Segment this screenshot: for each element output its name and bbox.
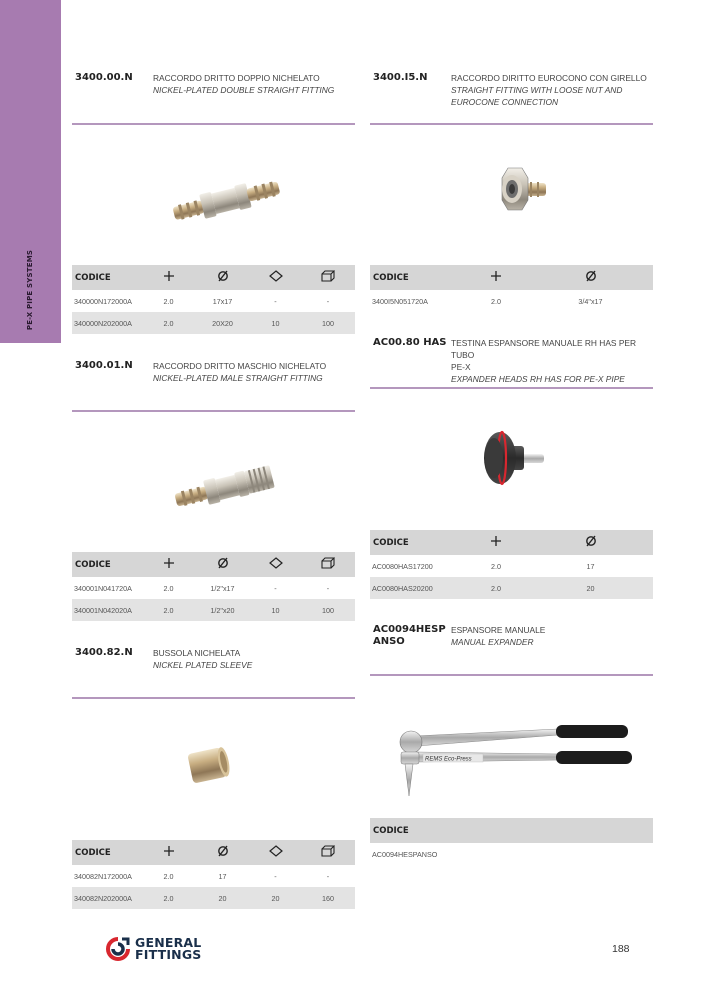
spec-table-340000	[72, 265, 355, 334]
spec-table-3400i5	[370, 265, 653, 312]
product-code: 3400.01.N	[75, 360, 133, 371]
general-fittings-logo	[105, 936, 202, 962]
eurocone-fitting-image	[490, 162, 554, 218]
pressure-icon	[464, 265, 528, 290]
pressure-value: 2.0	[464, 577, 528, 599]
article-code: 340082N202000A	[72, 887, 142, 909]
pack-icon	[250, 265, 301, 290]
tool-brand-label: REMS Eco-Press	[425, 756, 472, 763]
pressure-value: 2.0	[163, 583, 174, 593]
pressure-value: 2.0	[491, 561, 501, 571]
codice-header: CODICE	[370, 530, 464, 555]
description-it: RACCORDO DRITTO DOPPIO NICHELATO	[153, 73, 320, 83]
box-value: 100	[301, 312, 355, 334]
logo-text	[135, 937, 202, 961]
description-en: NICKEL-PLATED MALE STRAIGHT FITTING	[153, 373, 323, 383]
section-divider	[72, 123, 355, 125]
product-code: AC00.80 HAS	[373, 337, 447, 348]
page-number: 188	[612, 943, 630, 955]
description-en: EUROCONE CONNECTION	[451, 97, 559, 107]
box-value: -	[326, 871, 330, 881]
diameter-value: 17	[218, 871, 227, 881]
description-en: MANUAL EXPANDER	[451, 637, 534, 647]
codice-header: CODICE	[370, 818, 653, 843]
description-it: BUSSOLA NICHELATA	[153, 648, 241, 658]
product-header-ac0094	[373, 624, 545, 648]
box-icon	[301, 552, 355, 577]
logo-mark-icon	[105, 936, 131, 962]
codice-header: CODICE	[370, 265, 464, 290]
codice-header: CODICE	[72, 552, 142, 577]
table-row	[72, 290, 355, 312]
product-description	[451, 72, 647, 108]
section-divider	[72, 697, 355, 699]
pack-value: -	[274, 871, 277, 881]
diameter-value: 1/2"x20	[195, 599, 250, 621]
box-icon	[301, 265, 355, 290]
product-code-line: ANSO	[373, 636, 405, 647]
product-description	[451, 337, 651, 385]
article-code: AC0080HAS20200	[370, 577, 464, 599]
product-code: 3400.I5.N	[373, 72, 428, 83]
diameter-value: 20X20	[195, 312, 250, 334]
product-code-line: AC0094HESP	[373, 624, 446, 635]
box-value: 100	[301, 599, 355, 621]
pack-value: 10	[250, 599, 301, 621]
pressure-icon	[142, 840, 195, 865]
diameter-value: 17	[586, 561, 595, 571]
product-header-3400i5	[373, 72, 647, 108]
section-label: PE-X PIPE SYSTEMS	[26, 249, 34, 331]
logo-line: GENERAL	[135, 935, 202, 950]
product-description	[153, 360, 326, 384]
spec-table-340001	[72, 552, 355, 621]
diameter-value: 3/4"x17	[578, 296, 603, 306]
spec-table-ac0094	[370, 818, 653, 865]
table-row	[72, 599, 355, 621]
spec-table-ac0080	[370, 530, 653, 599]
codice-header: CODICE	[72, 265, 142, 290]
pressure-value: 2.0	[142, 599, 195, 621]
pressure-icon	[464, 530, 528, 555]
description-it: TESTINA ESPANSORE MANUALE RH HAS PER TUBO	[451, 338, 637, 360]
product-code: 3400.82.N	[75, 647, 133, 658]
table-row	[72, 577, 355, 599]
section-divider	[370, 123, 653, 125]
article-code: AC0080HAS17200	[372, 561, 433, 571]
spec-table-340082	[72, 840, 355, 909]
pressure-icon	[142, 265, 195, 290]
product-header-ac0080	[373, 337, 651, 385]
table-row	[370, 577, 653, 599]
product-header-340000	[75, 72, 334, 96]
expander-head-image	[478, 428, 550, 488]
diameter-icon	[195, 840, 250, 865]
diameter-icon	[195, 265, 250, 290]
diameter-icon	[528, 265, 653, 290]
diameter-icon	[195, 552, 250, 577]
description-en: STRAIGHT FITTING WITH LOOSE NUT AND	[451, 85, 623, 95]
diameter-icon	[528, 530, 653, 555]
diameter-value: 1/2"x17	[210, 583, 235, 593]
table-row	[72, 865, 355, 887]
table-row	[370, 843, 653, 865]
product-code: 3400.00.N	[75, 72, 133, 83]
codice-header: CODICE	[72, 840, 142, 865]
pack-icon	[250, 552, 301, 577]
table-row	[370, 555, 653, 577]
product-description	[153, 72, 334, 96]
pack-value: 10	[250, 312, 301, 334]
pressure-icon	[142, 552, 195, 577]
product-header-340082	[75, 647, 252, 671]
article-code: 340000N202000A	[72, 312, 142, 334]
article-code: 3400I5N051720A	[372, 296, 428, 306]
pressure-value: 2.0	[163, 296, 174, 306]
male-straight-fitting-image	[168, 455, 286, 517]
product-header-340001	[75, 360, 326, 384]
table-row	[72, 312, 355, 334]
box-icon	[301, 840, 355, 865]
article-code: AC0094HESPANSO	[372, 849, 438, 859]
description-en: NICKEL-PLATED DOUBLE STRAIGHT FITTING	[153, 85, 335, 95]
box-value: -	[326, 583, 330, 593]
logo-line: FITTINGS	[135, 947, 202, 962]
box-value: -	[326, 296, 330, 306]
box-value: 160	[301, 887, 355, 909]
description-it: PE-X	[451, 362, 471, 372]
table-row	[370, 290, 653, 312]
description-it: RACCORDO DIRITTO EUROCONO CON GIRELLO	[451, 73, 647, 83]
product-description	[153, 647, 252, 671]
diameter-value: 17x17	[212, 296, 233, 306]
article-code: 340001N041720A	[74, 583, 132, 593]
pressure-value: 2.0	[491, 296, 501, 306]
pack-icon	[250, 840, 301, 865]
diameter-value: 20	[195, 887, 250, 909]
description-en: NICKEL PLATED SLEEVE	[153, 660, 253, 670]
pressure-value: 2.0	[142, 312, 195, 334]
pack-value: 20	[250, 887, 301, 909]
diameter-value: 20	[528, 577, 653, 599]
pressure-value: 2.0	[142, 887, 195, 909]
description-it: RACCORDO DRITTO MASCHIO NICHELATO	[153, 361, 327, 371]
sleeve-image	[184, 740, 234, 790]
table-row	[72, 887, 355, 909]
pressure-value: 2.0	[163, 871, 174, 881]
description-it: ESPANSORE MANUALE	[451, 625, 546, 635]
pack-value: -	[274, 583, 277, 593]
product-description	[451, 624, 545, 648]
pack-value: -	[274, 296, 277, 306]
description-en: EXPANDER HEADS RH HAS FOR PE-X PIPE	[451, 374, 625, 384]
article-code: 340001N042020A	[72, 599, 142, 621]
double-straight-fitting-image	[168, 168, 286, 230]
section-divider	[370, 674, 653, 676]
article-code: 340000N172000A	[74, 296, 132, 306]
article-code: 340082N172000A	[74, 871, 132, 881]
section-divider	[370, 387, 653, 389]
product-code	[373, 624, 451, 648]
section-divider	[72, 410, 355, 412]
manual-expander-image	[393, 716, 635, 800]
